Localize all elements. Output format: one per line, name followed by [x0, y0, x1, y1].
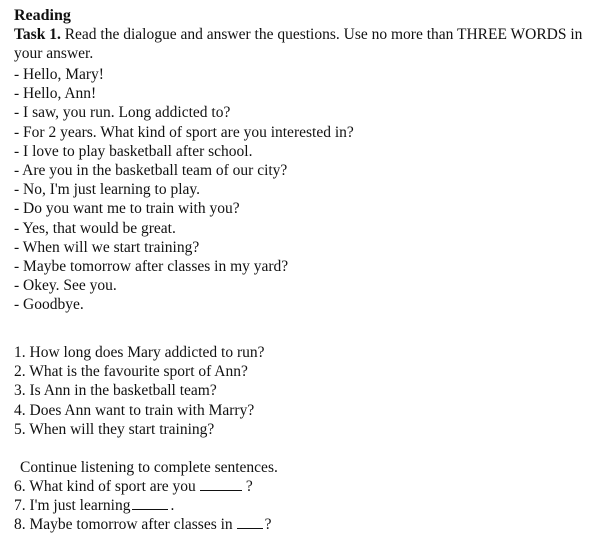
- dialogue-line: - Hello, Mary!: [14, 66, 104, 83]
- dialogue-line: - For 2 years. What kind of sport are you interested in?: [14, 123, 354, 141]
- question-item: 2. What is the favourite sport of Ann?: [14, 363, 248, 381]
- question-item: 3. Is Ann in the basketball team?: [14, 382, 217, 400]
- sentence-item: [14, 477, 272, 496]
- continue-instruction: Continue listening to complete sentences.: [20, 459, 278, 476]
- sentence-end: ?: [264, 516, 272, 534]
- task-instruction: [14, 25, 604, 63]
- answer-blank[interactable]: [132, 497, 168, 510]
- dialogue-line: - Do you want me to train with you?: [14, 200, 240, 218]
- sentence-item: [14, 515, 272, 534]
- sentence-text: 8. Maybe tomorrow after classes in: [14, 516, 233, 534]
- dialogue-line: - No, I'm just learning to play.: [14, 181, 201, 199]
- sentence-text: 7. I'm just learning: [14, 497, 131, 515]
- dialogue: [14, 65, 354, 315]
- dialogue-line: - I saw, you run. Long addicted to?: [14, 104, 231, 122]
- question-item: 1. How long does Mary addicted to run?: [14, 344, 265, 361]
- question-item: 5. When will they start training?: [14, 420, 215, 438]
- dialogue-line: - Maybe tomorrow after classes in my yard?: [14, 258, 289, 276]
- sentence-end: ?: [245, 478, 253, 495]
- task-instruction-text: Read the dialogue and answer the questions. Use no more than THREE WORDS in your answer.: [14, 26, 583, 62]
- dialogue-line: - Goodbye.: [14, 296, 84, 314]
- dialogue-line: - Are you in the basketball team of our city?: [14, 162, 288, 180]
- dialogue-line: - Okey. See you.: [14, 277, 117, 295]
- answer-blank[interactable]: [237, 516, 263, 529]
- dialogue-line: - Yes, that would be great.: [14, 219, 176, 237]
- sentence-item: [14, 496, 272, 515]
- dialogue-line: - When will we start training?: [14, 238, 200, 256]
- answer-blank[interactable]: [200, 478, 242, 491]
- section-heading: Reading: [14, 7, 71, 24]
- dialogue-line: - I love to play basketball after school.: [14, 142, 253, 160]
- sentence-text: 6. What kind of sport are you: [14, 478, 196, 495]
- sentence-list: [14, 477, 272, 535]
- task-label: Task 1.: [14, 26, 61, 43]
- dialogue-line: - Hello, Ann!: [14, 85, 97, 103]
- question-item: 4. Does Ann want to train with Marry?: [14, 401, 255, 419]
- sentence-end: .: [170, 497, 175, 515]
- question-list: [14, 343, 265, 439]
